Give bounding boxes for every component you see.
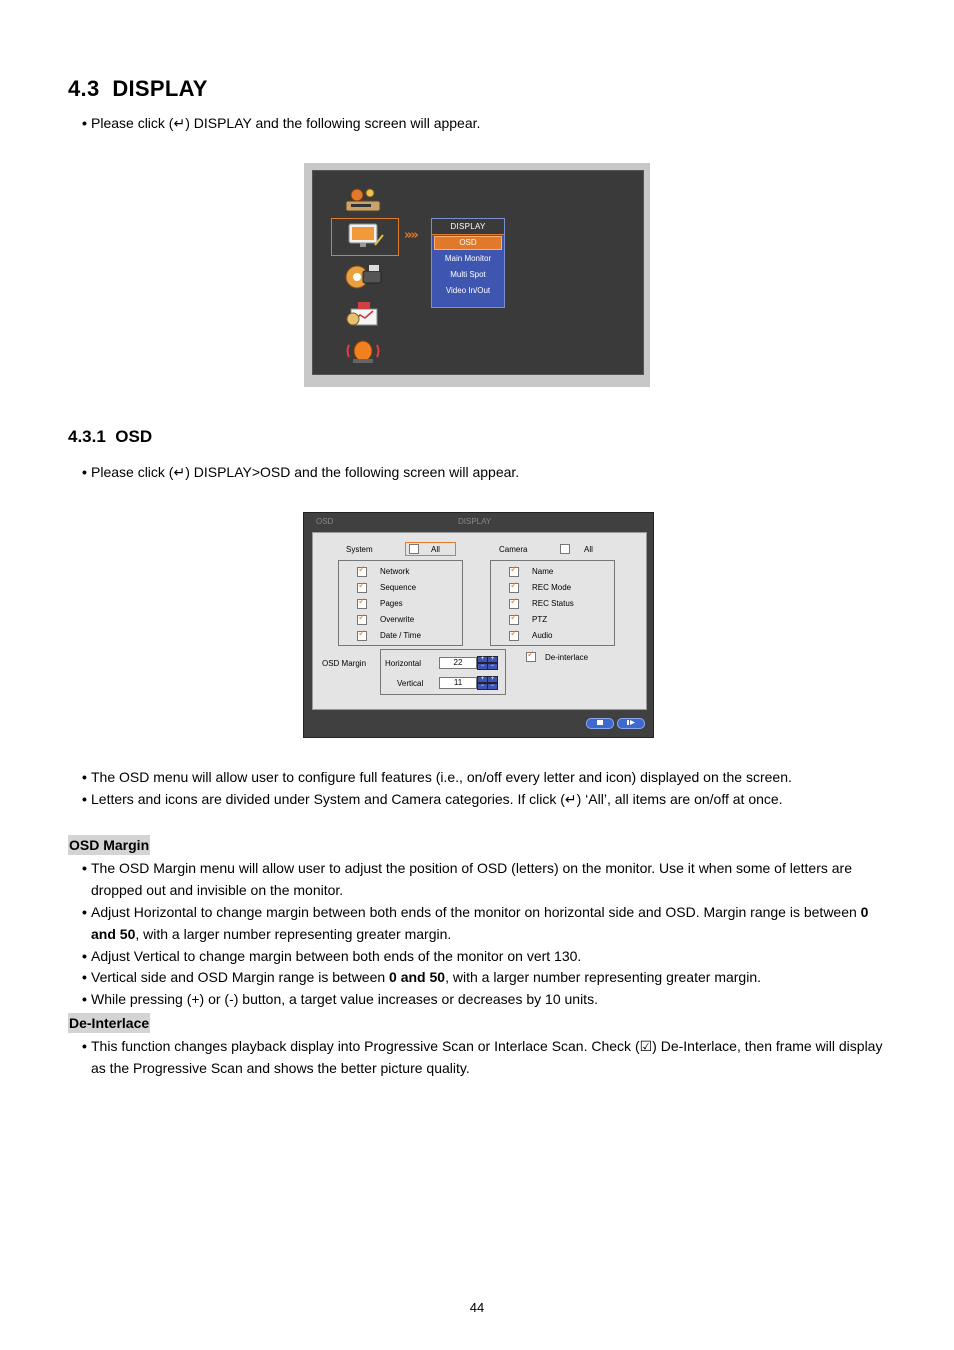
vertical-label: Vertical [397,679,424,688]
osd-bullet-2: • Letters and icons are divided under System and Camera categories. If click (↵) ‘All’, all items are on/off at once. [82,791,783,807]
vertical-up-button[interactable]: + [487,676,498,683]
item-overwrite: Overwrite [380,615,415,624]
osd-panel [312,532,647,710]
display-menu-screenshot [304,163,650,387]
system-label: System [346,545,373,554]
checkbox-rec-status[interactable] [509,599,519,609]
checkbox-rec-mode[interactable] [509,583,519,593]
dvr-screen [312,170,644,375]
osd-intro-text: Please click (↵) DISPLAY>OSD and the following screen will appear. [91,464,520,480]
checkbox-date-time[interactable] [357,631,367,641]
checkbox-name[interactable] [509,567,519,577]
menu-arrows: »» [404,228,417,243]
checkbox-pages[interactable] [357,599,367,609]
display-submenu [431,218,505,308]
osd-intro-bullet: • Please click (↵) DISPLAY>OSD and the following screen will appear. [82,461,892,483]
horizontal-input[interactable]: 22 [439,657,477,669]
exit-icon-button[interactable] [617,718,645,729]
item-date-time: Date / Time [380,631,421,640]
camera-items-group [490,560,615,646]
page-number: 44 [469,1300,485,1315]
submenu-item-main-monitor[interactable]: Main Monitor [444,254,492,263]
title-center: DISPLAY [458,517,492,526]
system-icon [343,185,383,215]
item-ptz: PTZ [532,615,548,624]
system-all-checkbox[interactable] [409,544,419,554]
osd-margin-label: OSD Margin [322,659,367,668]
item-sequence: Sequence [380,583,417,592]
system-items-group [338,560,463,646]
osd-bullet-1: • The OSD menu will allow user to configure full features (i.e., on/off every letter and icon) displayed on the screen. [82,769,792,785]
vertical-down-button[interactable]: − [487,683,498,690]
submenu-item-multi-spot[interactable]: Multi Spot [450,270,486,279]
item-network: Network [380,567,410,576]
exit-icon [626,719,636,726]
alarm-icon[interactable] [343,335,383,365]
item-audio: Audio [532,631,553,640]
checkbox-network[interactable] [357,567,367,577]
camera-label: Camera [499,545,528,554]
camera-all-checkbox[interactable] [560,544,570,554]
vertical-minus-button[interactable]: − [477,683,488,690]
submenu-item-video-in-out[interactable]: Video In/Out [445,286,491,295]
section-title: DISPLAY [112,76,208,101]
item-name: Name [532,567,554,576]
horizontal-minus-button[interactable]: − [477,663,488,670]
deinterlace-heading: De-Interlace [69,1015,150,1031]
subsection-number: 4.3.1 [68,427,106,446]
section-number: 4.3 [68,76,100,101]
event-icon[interactable] [343,299,383,329]
margin-bullet-4: • Vertical side and OSD Margin range is between 0 and 50, with a larger number representing greater margin. [82,969,762,985]
intro-text: Please click (↵) DISPLAY and the following screen will appear. [91,115,481,131]
subsection-heading [68,427,152,447]
osd-titlebar [304,513,653,531]
horizontal-down-button[interactable]: − [487,663,498,670]
horizontal-label: Horizontal [385,659,422,668]
margin-bullet-5: • While pressing (+) or (-) button, a target value increases or decreases by 10 units. [82,991,598,1007]
vertical-input[interactable]: 11 [439,677,477,689]
section-heading [68,76,208,102]
item-rec-status: REC Status [532,599,574,608]
horizontal-plus-button[interactable]: + [477,656,488,663]
vertical-plus-button[interactable]: + [477,676,488,683]
horizontal-up-button[interactable]: + [487,656,498,663]
deinterlace-label: De-interlace [545,653,589,662]
submenu-header: DISPLAY [432,219,504,235]
checkbox-deinterlace[interactable] [526,652,536,662]
submenu-item-osd[interactable]: OSD [434,236,502,250]
title-left: OSD [316,517,334,526]
display-icon[interactable] [345,221,385,251]
deinterlace-bullet-1: • This function changes playback display into Progressive Scan or Interlace Scan. Check (☑) De-Interlace, then frame will display as the Progressive Scan and shows the better picture quality. [82,1038,883,1076]
system-all-label: All [431,545,440,554]
record-icon[interactable] [343,261,383,291]
osd-margin-heading: OSD Margin [69,837,150,853]
checkbox-sequence[interactable] [357,583,367,593]
subsection-title: OSD [115,427,153,446]
checkbox-overwrite[interactable] [357,615,367,625]
margin-bullet-1: • The OSD Margin menu will allow user to adjust the position of OSD (letters) on the monitor. Use it when some of letters are dropped out and invisible on the monitor. [82,860,852,898]
save-icon-button[interactable] [586,718,614,729]
checkbox-audio[interactable] [509,631,519,641]
intro-bullet: • Please click (↵) DISPLAY and the following screen will appear. [82,112,892,134]
checkbox-ptz[interactable] [509,615,519,625]
margin-bullet-2: • Adjust Horizontal to change margin between both ends of the monitor on horizontal side and OSD. Margin range is between 0 and 50, with a larger number representing greater margin. [82,904,869,942]
osd-settings-screenshot [303,512,654,738]
item-rec-mode: REC Mode [532,583,572,592]
item-pages: Pages [380,599,403,608]
camera-all-label: All [584,545,593,554]
margin-bullet-3: • Adjust Vertical to change margin between both ends of the monitor on vert 130. [82,948,582,964]
save-icon [595,719,605,726]
osd-margin-group [380,649,506,695]
